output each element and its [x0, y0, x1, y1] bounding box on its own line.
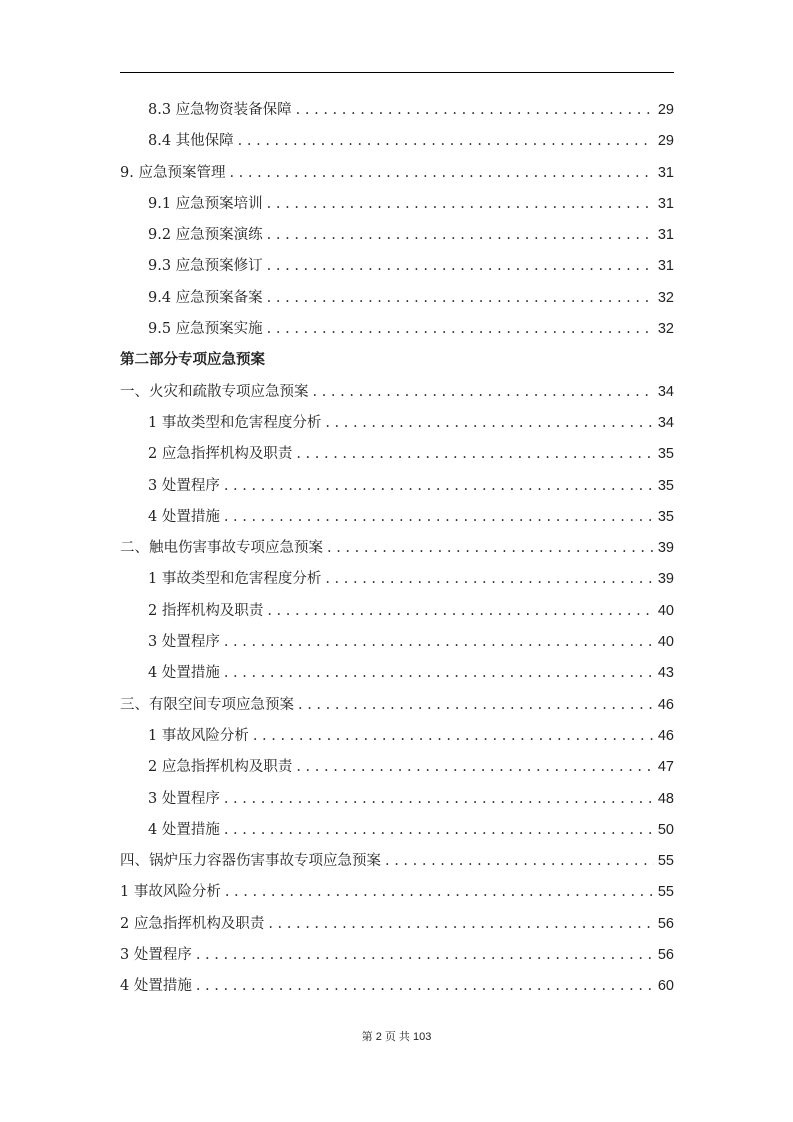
- toc-entry-title: 9.1 应急预案培训: [148, 195, 263, 212]
- toc-entry[interactable]: [120, 471, 674, 502]
- toc-entry-page: 35: [657, 477, 674, 494]
- toc-entry-page: 56: [657, 947, 674, 964]
- dot-leader: [224, 784, 654, 815]
- toc-entry-title: 4 处置措施: [148, 508, 220, 525]
- toc-entry-title: 9.2 应急预案演练: [148, 227, 263, 244]
- toc-entry-page: 34: [657, 414, 674, 431]
- toc-entry-page: 31: [657, 195, 674, 212]
- dot-leader: [229, 158, 653, 189]
- dot-leader: [298, 690, 654, 721]
- toc-entry[interactable]: [120, 283, 674, 314]
- toc-entry[interactable]: [120, 721, 674, 752]
- toc-entry[interactable]: [120, 251, 674, 282]
- toc-entry-title: 4 处置措施: [148, 665, 220, 682]
- toc-entry-page: 35: [657, 508, 674, 525]
- toc-entry[interactable]: [120, 815, 674, 846]
- toc-entry[interactable]: [120, 940, 674, 971]
- toc-entry-title: 2 应急指挥机构及职责: [120, 915, 265, 932]
- toc-entry-page: 55: [657, 853, 674, 870]
- dot-leader: [224, 658, 654, 689]
- toc-entry-page: 29: [657, 102, 674, 118]
- dot-leader: [238, 126, 654, 157]
- toc-entry-title: 3 处置程序: [148, 790, 220, 807]
- toc-entry[interactable]: [120, 126, 674, 157]
- toc-entry[interactable]: [120, 533, 674, 564]
- toc-entry[interactable]: [120, 502, 674, 533]
- dot-leader: [225, 877, 654, 908]
- dot-leader: [385, 846, 654, 877]
- toc-entry-page: 39: [657, 540, 674, 557]
- toc-entry-page: 40: [657, 634, 674, 651]
- dot-leader: [327, 533, 654, 564]
- toc-entry-title: 二、触电伤害事故专项应急预案: [120, 540, 323, 557]
- dot-leader: [253, 721, 654, 752]
- dot-leader: [267, 251, 654, 282]
- table-of-contents: [120, 95, 674, 1003]
- toc-entry[interactable]: [120, 596, 674, 627]
- dot-leader: [267, 596, 654, 627]
- toc-entry-title: 1 事故风险分析: [120, 884, 221, 901]
- toc-entry-page: 32: [657, 289, 674, 306]
- toc-entry-title: 9.3 应急预案修订: [148, 258, 263, 275]
- toc-section-heading[interactable]: [120, 345, 674, 376]
- toc-entry-page: 31: [657, 258, 674, 275]
- toc-entry[interactable]: [120, 220, 674, 251]
- dot-leader: [196, 940, 654, 971]
- toc-entry-page: 47: [657, 759, 674, 776]
- toc-entry-page: 31: [657, 227, 674, 244]
- toc-entry[interactable]: [120, 909, 674, 940]
- toc-entry-page: 55: [657, 884, 674, 901]
- page-footer: 第 2 页 共 103: [361, 1031, 432, 1043]
- toc-entry[interactable]: [120, 846, 674, 877]
- toc-entry[interactable]: [120, 377, 674, 408]
- toc-entry[interactable]: [120, 564, 674, 595]
- dot-leader: [224, 627, 654, 658]
- toc-entry-title: 4 处置措施: [120, 978, 192, 995]
- toc-entry[interactable]: [120, 658, 674, 689]
- toc-entry-title: 三、有限空间专项应急预案: [120, 696, 294, 713]
- dot-leader: [267, 283, 654, 314]
- dot-leader: [224, 502, 654, 533]
- toc-entry-title: 2 应急指挥机构及职责: [148, 446, 293, 463]
- dot-leader: [296, 439, 654, 470]
- toc-entry[interactable]: [120, 439, 674, 470]
- dot-leader: [196, 971, 654, 1002]
- dot-leader: [267, 189, 654, 220]
- toc-entry-title: 3 处置程序: [148, 477, 220, 494]
- toc-entry-title: 9. 应急预案管理: [120, 164, 226, 181]
- toc-entry-title: 1 事故风险分析: [148, 727, 249, 744]
- toc-entry[interactable]: [120, 314, 674, 345]
- toc-entry-title: 9.4 应急预案备案: [148, 289, 263, 306]
- toc-entry-title: 3 处置程序: [148, 634, 220, 651]
- toc-entry-title: 2 应急指挥机构及职责: [148, 759, 293, 776]
- toc-entry-page: 39: [657, 571, 674, 588]
- toc-entry-title: 8.3 应急物资装备保障: [148, 102, 292, 118]
- toc-entry-page: 50: [657, 821, 674, 838]
- dot-leader: [296, 95, 654, 126]
- toc-entry-title: 2 指挥机构及职责: [148, 602, 264, 619]
- toc-entry[interactable]: [120, 627, 674, 658]
- toc-entry-page: 60: [657, 978, 674, 995]
- toc-entry-page: 35: [657, 446, 674, 463]
- toc-entry-page: 32: [657, 321, 674, 338]
- toc-entry-title: 4 处置措施: [148, 821, 220, 838]
- dot-leader: [224, 815, 654, 846]
- toc-entry[interactable]: [120, 971, 674, 1002]
- toc-entry-title: 四、锅炉压力容器伤害事故专项应急预案: [120, 853, 381, 870]
- toc-entry[interactable]: [120, 408, 674, 439]
- dot-leader: [268, 909, 654, 940]
- toc-entry-title: 8.4 其他保障: [148, 133, 234, 150]
- toc-entry-page: 43: [657, 665, 674, 682]
- dot-leader: [296, 752, 654, 783]
- dot-leader: [325, 564, 654, 595]
- toc-entry-page: 31: [657, 164, 674, 181]
- toc-entry-title: 9.5 应急预案实施: [148, 321, 263, 338]
- toc-entry-page: 40: [657, 602, 674, 619]
- dot-leader: [267, 314, 654, 345]
- toc-entry-page: 48: [657, 790, 674, 807]
- toc-entry-title: 1 事故类型和危害程度分析: [148, 571, 322, 588]
- toc-entry-page: 46: [657, 727, 674, 744]
- toc-entry[interactable]: [120, 189, 674, 220]
- toc-entry[interactable]: [120, 158, 674, 189]
- dot-leader: [267, 220, 654, 251]
- toc-entry-page: 29: [657, 133, 674, 150]
- toc-entry-title: 3 处置程序: [120, 947, 192, 964]
- toc-entry-title: 1 事故类型和危害程度分析: [148, 414, 322, 431]
- toc-entry[interactable]: [120, 877, 674, 908]
- toc-entry[interactable]: [120, 95, 674, 126]
- toc-entry-title: 一、火灾和疏散专项应急预案: [120, 383, 309, 400]
- toc-entry-page: 56: [657, 915, 674, 932]
- dot-leader: [313, 377, 654, 408]
- dot-leader: [325, 408, 654, 439]
- toc-entry[interactable]: [120, 752, 674, 783]
- dot-leader: [224, 471, 654, 502]
- toc-entry-title: 第二部分专项应急预案: [120, 352, 265, 369]
- header-rule: [120, 72, 674, 73]
- toc-entry-page: 46: [657, 696, 674, 713]
- toc-entry[interactable]: [120, 690, 674, 721]
- toc-entry-page: 34: [657, 383, 674, 400]
- toc-entry[interactable]: [120, 784, 674, 815]
